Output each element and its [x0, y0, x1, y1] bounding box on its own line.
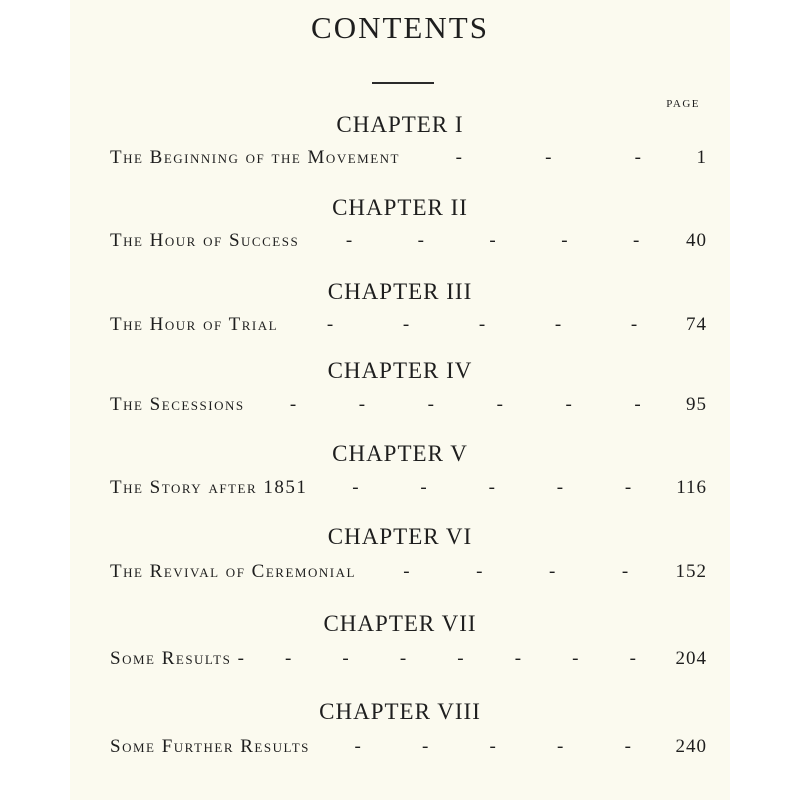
entry-title-5: The Story after 1851: [110, 477, 308, 498]
page-column-label: PAGE: [666, 98, 700, 110]
dot-leader-1: - - -: [455, 147, 641, 168]
toc-entry-6[interactable]: [110, 561, 707, 587]
contents-page: [70, 0, 730, 800]
title-rule: [372, 82, 434, 84]
toc-entry-3[interactable]: [110, 314, 707, 340]
chapter-heading-1: CHAPTER I: [336, 112, 464, 137]
chapter-heading-2: CHAPTER II: [332, 195, 468, 220]
entry-title-8: Some Further Results: [110, 736, 310, 757]
dot-leader-6: - - - -: [403, 561, 629, 582]
toc-entry-7[interactable]: [110, 648, 707, 674]
entry-page-4: 95: [686, 394, 707, 415]
chapter-heading-8: CHAPTER VIII: [319, 699, 481, 724]
chapter-heading-7: CHAPTER VII: [323, 611, 477, 636]
chapter-heading-4: CHAPTER IV: [327, 358, 473, 383]
dot-leader-5: - - - - -: [352, 477, 632, 498]
toc-entry-2[interactable]: [110, 230, 707, 256]
dot-leader-7: - - - - - - -: [284, 648, 636, 669]
entry-page-7: 204: [675, 648, 707, 669]
toc-entry-5[interactable]: [110, 477, 707, 503]
entry-title-3: The Hour of Trial: [110, 314, 279, 335]
chapter-heading-5: CHAPTER V: [332, 441, 468, 466]
chapter-heading-6: CHAPTER VI: [327, 524, 473, 549]
toc-entry-1[interactable]: [110, 147, 707, 173]
entry-page-3: 74: [686, 314, 707, 335]
chapter-heading-3: CHAPTER III: [327, 279, 473, 304]
entry-page-8: 240: [675, 736, 707, 757]
dot-leader-4: - - - - - -: [289, 394, 641, 415]
entry-page-5: 116: [676, 477, 707, 498]
entry-title-2: The Hour of Success: [110, 230, 300, 251]
entry-page-2: 40: [686, 230, 707, 251]
toc-entry-8[interactable]: [110, 736, 707, 762]
page-title: CONTENTS: [311, 10, 489, 45]
toc-entry-4[interactable]: [110, 394, 707, 420]
entry-title-7: Some Results -: [110, 648, 246, 669]
entry-title-6: The Revival of Ceremonial: [110, 561, 356, 582]
dot-leader-8: - - - - -: [354, 736, 631, 757]
dot-leader-2: - - - - -: [345, 230, 640, 251]
entry-page-6: 152: [675, 561, 707, 582]
entry-title-4: The Secessions: [110, 394, 245, 415]
dot-leader-3: - - - - -: [326, 314, 638, 335]
entry-title-1: The Beginning of the Movement: [110, 147, 400, 168]
entry-page-1: 1: [696, 147, 707, 168]
